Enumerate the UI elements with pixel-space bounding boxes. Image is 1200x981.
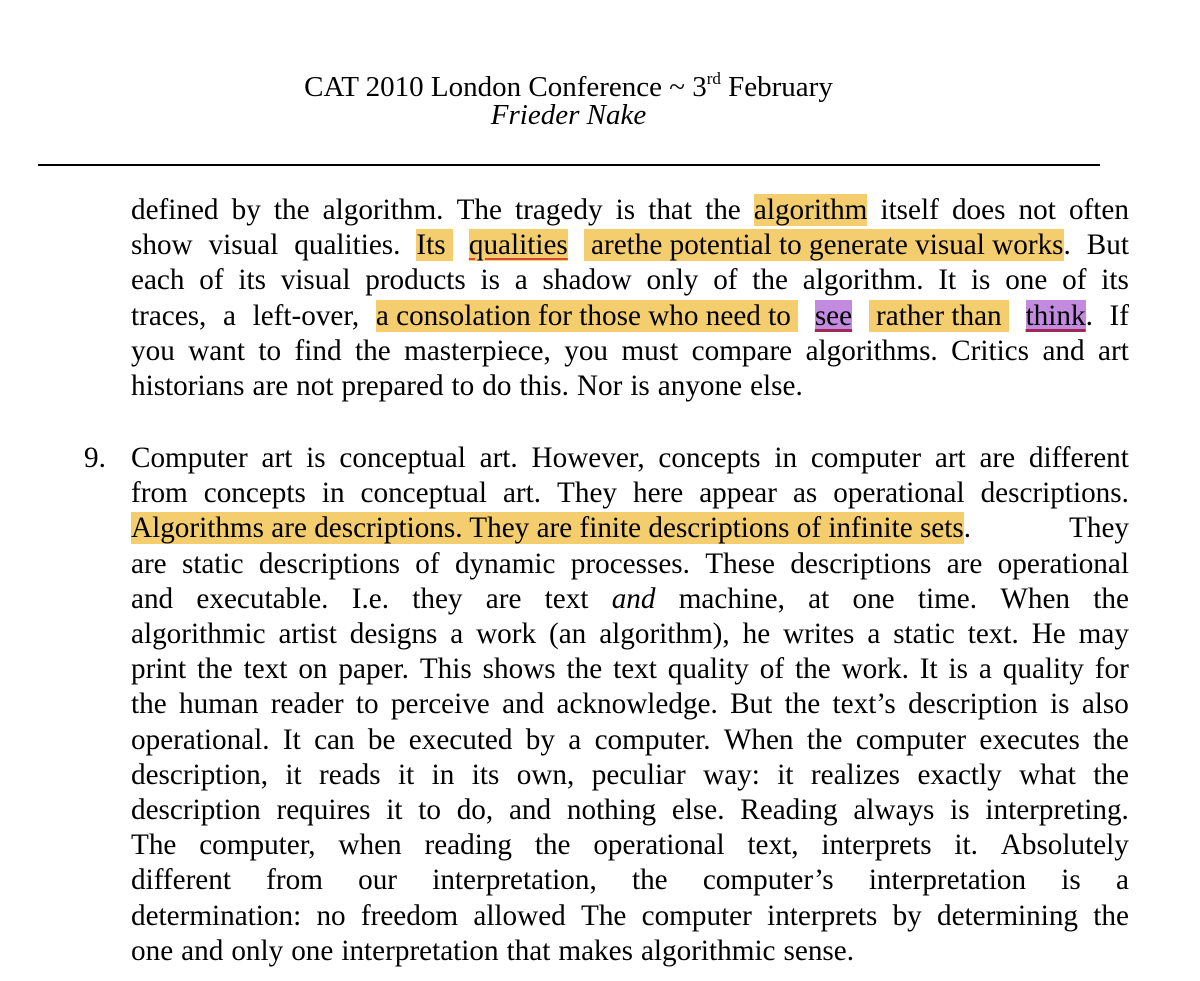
text-run: [416, 227, 452, 263]
word: are: [485, 582, 522, 615]
word: it.: [954, 829, 978, 862]
text-line: [131, 440, 1129, 476]
word: the: [131, 688, 167, 721]
word: the: [566, 653, 603, 686]
text-line: [131, 933, 1129, 969]
word: in: [431, 758, 455, 791]
word: determining: [936, 899, 1079, 932]
word: what: [1019, 758, 1076, 791]
text-run: [612, 581, 656, 617]
header-conference: CAT 2010 London Conference ~ 3: [304, 71, 707, 103]
word: to: [355, 688, 379, 721]
word: quality: [1002, 653, 1084, 686]
word: not: [1018, 194, 1056, 226]
word: prepared: [341, 370, 444, 402]
word: (an: [549, 618, 587, 650]
word: the: [273, 194, 310, 226]
word: is: [948, 653, 968, 686]
word: static: [181, 547, 244, 580]
word: traces,: [131, 299, 207, 332]
word: and: [502, 688, 545, 721]
word: left-over,: [252, 299, 360, 332]
word: and: [508, 794, 552, 826]
word: descriptions: [790, 547, 932, 580]
text-line: [131, 827, 1129, 863]
word: also: [1081, 688, 1129, 721]
highlighted-text: qualities: [468, 229, 568, 262]
word: computer: [641, 899, 752, 932]
text-line: [131, 510, 1129, 546]
word: masterpiece,: [404, 334, 551, 367]
word: allowed: [473, 899, 566, 932]
word: algorithm.: [322, 194, 444, 226]
text-line: [131, 898, 1129, 934]
word: own,: [516, 758, 575, 791]
word: conceptual: [360, 477, 487, 510]
highlighted-text: a consolation for those who need to: [375, 299, 799, 332]
word: dynamic: [454, 547, 556, 580]
word: find: [294, 334, 342, 367]
word: artist: [278, 618, 337, 650]
word: algorithm.: [802, 264, 924, 297]
word: are: [946, 547, 983, 580]
word: They: [557, 477, 617, 510]
word: be: [367, 723, 396, 756]
emphasis-text: and: [611, 582, 656, 615]
text-line: [131, 475, 1129, 511]
word: qualities.: [294, 229, 401, 262]
word: interpretation: [341, 934, 499, 967]
word: conceptual: [339, 442, 466, 474]
word: the: [1093, 723, 1129, 756]
word: static: [893, 618, 955, 650]
word: its: [471, 758, 500, 791]
highlighted-text: arethe potential to generate visual works: [583, 229, 1064, 262]
word: for: [1094, 653, 1129, 686]
word: the: [1093, 899, 1129, 932]
word: by: [525, 723, 555, 756]
word: Computer: [131, 442, 248, 474]
text-run: think.: [1025, 299, 1093, 332]
word: only: [231, 934, 284, 967]
word: you: [131, 334, 175, 367]
word: It: [938, 264, 957, 297]
word: writes: [783, 618, 855, 650]
word: But: [730, 688, 773, 721]
word: machine,: [678, 582, 785, 615]
word: are: [252, 370, 289, 402]
word: interprets: [821, 829, 932, 862]
word: it: [285, 758, 302, 791]
text-line: [131, 651, 1129, 687]
word: art: [261, 442, 293, 474]
text-run: Algorithms are descriptions. They are finite descriptions of infinite sets.: [131, 512, 972, 545]
word: Reading: [740, 794, 838, 826]
word: freedom: [360, 899, 459, 932]
word: the: [1093, 758, 1129, 791]
word: as: [792, 477, 818, 510]
word: of: [713, 264, 738, 297]
word: This: [419, 653, 472, 686]
text-run: [754, 192, 868, 228]
word: may: [1078, 618, 1129, 650]
word: description: [131, 794, 261, 826]
word: want: [188, 334, 245, 367]
word: concepts: [658, 442, 761, 474]
word: It: [919, 653, 938, 686]
list-number: 9.: [84, 442, 106, 474]
word: when: [338, 829, 402, 862]
word: different: [131, 864, 231, 897]
text-line: [131, 581, 1129, 617]
word: is: [615, 194, 636, 226]
word: its: [1101, 264, 1129, 297]
word: a: [867, 618, 881, 650]
text-line: [131, 368, 1129, 404]
word: processes.: [570, 547, 690, 580]
word: defined: [131, 194, 219, 226]
text-line: [131, 298, 1129, 334]
word: They: [1069, 512, 1129, 545]
word: our: [358, 864, 398, 897]
word: I.e.: [351, 582, 390, 615]
word: is: [970, 264, 991, 297]
word: computer.: [594, 723, 711, 756]
word: text: [544, 582, 589, 615]
word: peculiar: [591, 758, 686, 791]
word: Critics: [951, 334, 1030, 367]
word: in: [321, 477, 345, 510]
word: algorithmic: [640, 934, 776, 967]
word: the: [197, 653, 233, 686]
word: the: [752, 264, 788, 297]
word: by: [892, 899, 922, 932]
word: text,: [747, 829, 799, 862]
word: a: [514, 264, 528, 297]
word: of: [1062, 264, 1087, 297]
word: However,: [531, 442, 645, 474]
word: descriptions: [258, 547, 400, 580]
word: descriptions.: [980, 477, 1129, 510]
word: historians: [131, 370, 245, 402]
word: a: [568, 723, 582, 756]
word: are: [979, 442, 1016, 474]
word: The: [131, 829, 177, 862]
word: print: [131, 653, 187, 686]
word: But: [1086, 229, 1129, 262]
word: does: [951, 194, 1006, 226]
word: a: [978, 653, 992, 686]
word: text.: [967, 618, 1019, 650]
word: These: [705, 547, 775, 580]
word: from: [131, 477, 188, 510]
word: one: [852, 582, 895, 615]
header-author: Frieder Nake: [490, 99, 647, 131]
word: operational.: [131, 723, 270, 756]
word: algorithm),: [599, 618, 730, 650]
word: executed: [408, 723, 513, 756]
header-superscript: rd: [706, 69, 721, 88]
word: sense.: [783, 934, 855, 967]
text-line: [131, 262, 1129, 298]
highlighted-text: rather than: [868, 299, 1009, 332]
word: else.: [750, 370, 803, 402]
word: text: [613, 653, 657, 686]
word: to: [418, 794, 441, 826]
word: description: [908, 688, 1038, 721]
word: exactly: [917, 758, 1002, 791]
word: perceive: [390, 688, 490, 721]
word: not: [296, 370, 334, 402]
word: computer: [810, 442, 922, 474]
word: on: [298, 653, 328, 686]
word: the: [784, 688, 821, 721]
word: are: [131, 547, 167, 580]
word: by: [231, 194, 261, 226]
word: operational: [593, 829, 725, 862]
word: must: [621, 334, 679, 367]
word: nothing: [566, 794, 657, 826]
text-run: [869, 298, 1009, 334]
word: Absolutely: [1000, 829, 1129, 862]
word: one: [291, 934, 334, 967]
header-date: February: [720, 71, 833, 103]
word: the: [631, 864, 668, 897]
word: anyone: [657, 370, 743, 402]
highlighted-word: see: [814, 299, 853, 332]
word: text’s: [832, 688, 896, 721]
word: designs: [349, 618, 438, 650]
word: one: [1005, 264, 1048, 297]
word: itself: [880, 194, 939, 226]
word: human: [178, 688, 259, 721]
word: computer’s: [702, 864, 834, 897]
word: work: [476, 618, 537, 650]
word: concepts: [203, 477, 306, 510]
highlighted-text: algorithm: [753, 194, 868, 226]
word: operational: [997, 547, 1129, 580]
word: description,: [131, 758, 268, 791]
word: text: [243, 653, 288, 686]
word: shows: [482, 653, 556, 686]
word: different: [1028, 442, 1129, 474]
text-line: [131, 616, 1129, 652]
word: time.: [917, 582, 978, 615]
word: paper.: [338, 653, 409, 686]
word: makes: [558, 934, 633, 967]
highlighted-text: Its: [416, 229, 453, 262]
word: Nor: [576, 370, 623, 402]
text-run: [815, 298, 852, 334]
word: executes: [979, 723, 1080, 756]
word: appear: [699, 477, 777, 510]
word: do: [482, 370, 512, 402]
word: is: [480, 264, 501, 297]
highlighted-word: think: [1025, 299, 1086, 332]
word: If: [1109, 299, 1129, 332]
word: algorithmic: [131, 618, 266, 650]
word: each: [131, 264, 185, 297]
word: always: [853, 794, 935, 826]
word: this.: [519, 370, 569, 402]
word: can: [314, 723, 355, 756]
word: realizes: [810, 758, 901, 791]
word: is: [306, 442, 326, 474]
word: He: [1031, 618, 1066, 650]
word: in: [774, 442, 798, 474]
word: interpretation,: [432, 864, 597, 897]
word: to: [451, 370, 475, 402]
word: interprets: [767, 899, 878, 932]
word: is: [950, 794, 970, 826]
word: When: [723, 723, 794, 756]
word: you: [564, 334, 609, 367]
word: of: [199, 264, 224, 297]
word: requires: [276, 794, 371, 826]
word: compare: [691, 334, 793, 367]
word: from: [266, 864, 323, 897]
word: no: [316, 899, 346, 932]
text-line: [131, 792, 1129, 828]
word: the: [1093, 582, 1129, 615]
word: they: [412, 582, 463, 615]
word: determination:: [131, 899, 302, 932]
word: do,: [456, 794, 494, 826]
word: reader: [270, 688, 344, 721]
word: visual: [208, 229, 279, 262]
word: When: [1000, 582, 1071, 615]
text-line: [131, 686, 1129, 722]
word: a: [450, 618, 464, 650]
word: computer: [855, 723, 967, 756]
word: interpreting.: [985, 794, 1129, 826]
word: shadow: [542, 264, 632, 297]
word: here: [632, 477, 684, 510]
word: algorithms.: [805, 334, 938, 367]
word: The: [581, 899, 627, 932]
word: interpretation: [868, 864, 1027, 897]
word: way:: [703, 758, 760, 791]
word: show: [131, 229, 193, 262]
word: is: [1061, 864, 1081, 897]
word: acknowledge.: [556, 688, 718, 721]
word: the: [534, 829, 571, 862]
word: reads: [319, 758, 381, 791]
text-line: [131, 757, 1129, 793]
word: he: [742, 618, 771, 650]
word: art.: [502, 477, 542, 510]
word: and: [181, 934, 224, 967]
word: art: [934, 442, 966, 474]
text-run: [376, 298, 798, 334]
word: it: [398, 758, 415, 791]
word: a: [223, 299, 236, 332]
word: that: [648, 194, 693, 226]
word: art: [1098, 334, 1129, 367]
word: the: [705, 194, 741, 226]
word: is: [1050, 688, 1070, 721]
highlighted-text: Algorithms are descriptions. They are finite descriptions of infinite sets: [131, 512, 964, 545]
word: is: [630, 370, 650, 402]
text-run: arethe potential to generate visual works.: [583, 229, 1071, 262]
word: art.: [479, 442, 518, 474]
word: operational: [833, 477, 965, 510]
word: The: [456, 194, 502, 226]
word: often: [1068, 194, 1129, 226]
word: reading: [424, 829, 512, 862]
word: products: [365, 264, 466, 297]
word: and: [1042, 334, 1085, 367]
word: tragedy: [515, 194, 603, 226]
word: at: [808, 582, 830, 615]
text-line: [131, 333, 1129, 369]
word: the: [795, 653, 831, 686]
word: the: [806, 723, 843, 756]
word: a: [1115, 864, 1129, 897]
word: quality: [667, 653, 749, 686]
word: to: [258, 334, 282, 367]
word: its: [238, 264, 266, 297]
word: computer,: [199, 829, 316, 862]
word: only: [646, 264, 699, 297]
word: and: [131, 582, 174, 615]
word: else.: [671, 794, 725, 826]
word: one: [131, 934, 174, 967]
word: the: [355, 334, 391, 367]
word: executable.: [196, 582, 329, 615]
word: of: [759, 653, 785, 686]
text-line: [131, 227, 1129, 263]
word: that: [506, 934, 551, 967]
word: it: [386, 794, 403, 826]
word: work.: [841, 653, 909, 686]
text-line: [131, 862, 1129, 898]
word: visual: [280, 264, 351, 297]
word: of: [415, 547, 440, 580]
word: It: [282, 723, 301, 756]
header-rule: [38, 164, 1100, 166]
word: it: [777, 758, 794, 791]
text-line: [131, 192, 1129, 228]
text-run: [469, 227, 568, 263]
text-line: [131, 546, 1129, 582]
text-line: [131, 722, 1129, 758]
